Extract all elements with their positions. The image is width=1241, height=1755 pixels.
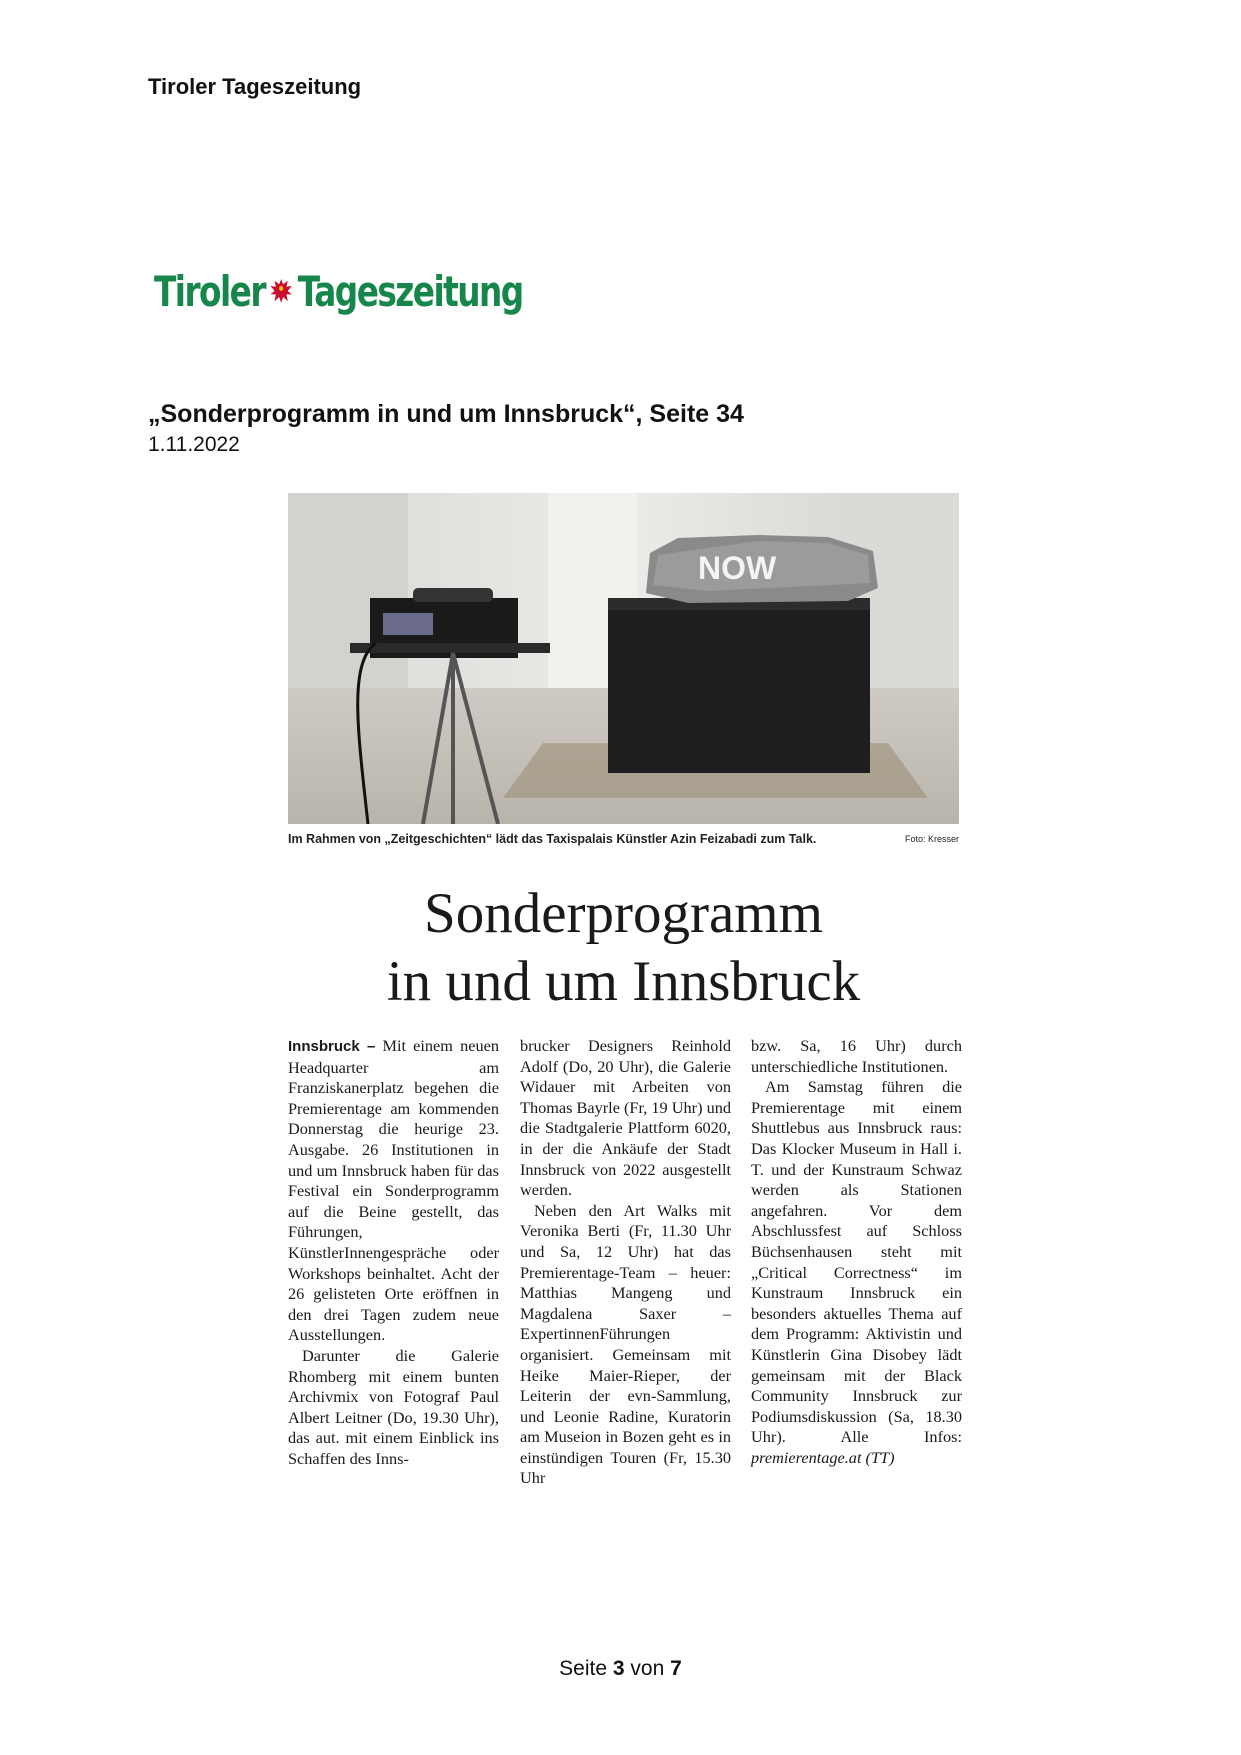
article-date: 1.11.2022 (148, 433, 240, 456)
paragraph-3: Neben den Art Walks mit Veronika Berti (Fr, 11.30 Uhr und Sa, 12 Uhr) hat das Premierentage-Team – heuer: Matthias Mangeng und Magdalena Saxer – ExpertinnenFührungen organisiert. Gemeinsam mit Heike Maier-Rieper, der Leiterin der evn-Sammlung, und Leonie Radine, Kuratorin am Museion in Bozen geht es in einstündigen Touren (Fr, 15.30 Uhr (520, 1200, 731, 1488)
article-reference: „Sonderprogramm in und um Innsbruck“, Seite 34 (148, 400, 744, 428)
logo-word-1: Tiroler (154, 266, 265, 316)
article-column-3 (751, 1036, 962, 1468)
stone-text: NOW (698, 550, 777, 586)
paragraph-1-text: Mit einem neuen Headquarter am Franziskanerplatz begehen die Premierentage am kommenden Donnerstag die heurige 23. Ausgabe. 26 Institutionen in und um Innsbruck haben für das Festival ein Sonderprogramm auf die Beine gestellt, das Führungen, KünstlerInnengespräche oder Workshops beinhaltet. Acht der 26 gelisteten Orte eröffnen in den drei Tagen zudem neue Ausstellungen. (288, 1036, 499, 1345)
logo-word-2: Tageszeitung (297, 266, 523, 316)
paragraph-4-text: Am Samstag führen die Premierentage mit einem Shuttlebus aus Innsbruck raus: Das Klocker Museum in Hall i. T. und der Kunstraum Schwaz werden als Stationen angefahren. Vor dem Abschlussfest auf Schloss Büchsenhausen steht mit „Critical Correctness“ im Kunstraum Innsbruck ein besonders aktuelles Thema auf dem Programm: Aktivistin und Künstlerin Gina Disobey lädt gemeinsam mit der Black Community Innsbruck zur Podiumsdiskussion (Sa, 18.30 Uhr). Alle Infos: (751, 1077, 962, 1447)
article-headline (288, 880, 959, 1016)
article-column-1 (288, 1036, 499, 1469)
paragraph-3-continued: bzw. Sa, 16 Uhr) durch unterschiedliche Institutionen. (751, 1036, 962, 1076)
paragraph-4 (751, 1077, 962, 1468)
headline-line-2: in und um Innsbruck (386, 950, 861, 1013)
paragraph-2: Darunter die Galerie Rhomberg mit einem bunten Archivmix von Fotograf Paul Albert Leitner (Do, 19.30 Uhr), das aut. mit einem Einblick ins Schaffen des Inns- (288, 1345, 499, 1468)
footer-of: von (630, 1657, 665, 1680)
footer-prefix: Seite (559, 1657, 608, 1680)
paragraph-1 (288, 1036, 499, 1346)
dateline: Innsbruck – (288, 1038, 376, 1055)
headline-line-1: Sonderprogramm (424, 882, 823, 945)
footer-page-total: 7 (670, 1657, 682, 1680)
source-link[interactable]: premierentage.at (TT) (751, 1447, 895, 1467)
document-header-title: Tiroler Tageszeitung (148, 74, 362, 99)
footer-page-number: 3 (612, 1657, 625, 1680)
photo-caption (288, 832, 959, 846)
caption-text: Im Rahmen von „Zeitgeschichten“ lädt das Taxispalais Künstler Azin Feizabadi zum Talk. (288, 832, 817, 846)
page-footer (0, 1657, 1241, 1681)
article-photo (288, 493, 959, 824)
article-column-2 (520, 1036, 731, 1489)
tyrol-eagle-icon (268, 274, 295, 308)
newspaper-logo (154, 262, 523, 320)
gallery-scene-illustration (288, 493, 959, 824)
photo-credit: Foto: Kresser (904, 834, 959, 844)
paragraph-2-continued: brucker Designers Reinhold Adolf (Do, 20 Uhr), die Galerie Widauer mit Arbeiten von Thomas Bayrle (Fr, 19 Uhr) und die Stadtgalerie Plattform 6020, in der die Ankäufe der Stadt Innsbruck von 2022 ausgestellt werden. (520, 1036, 731, 1200)
